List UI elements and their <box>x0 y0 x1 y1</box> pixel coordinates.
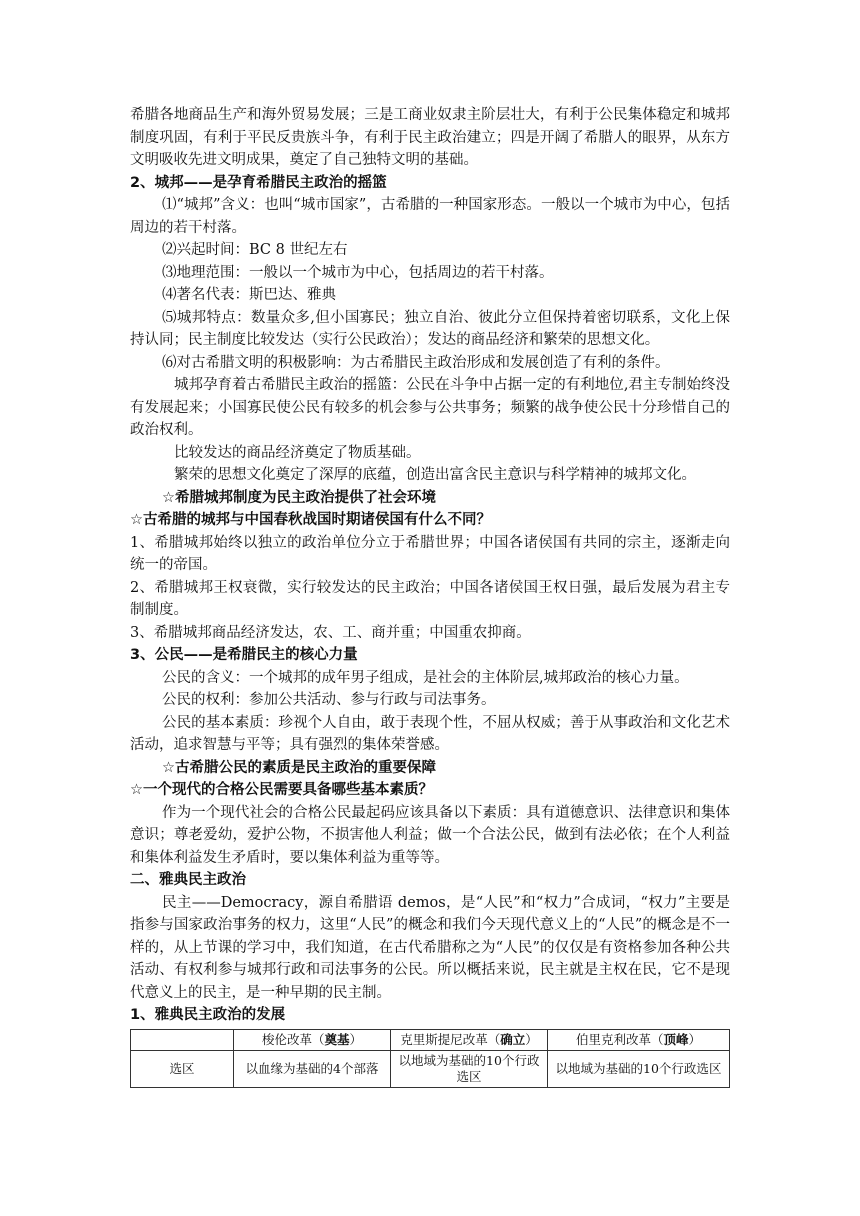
paragraph: 比较发达的商品经济奠定了物质基础。 <box>174 444 421 461</box>
paragraph: 1、希腊城邦始终以独立的政治单位分立于希腊世界；中国各诸侯国有共同的宗主，逐渐走向统一的帝国。 <box>130 534 730 573</box>
table-header-row <box>131 1029 730 1050</box>
section-heading: 1、雅典民主政治的发展 <box>130 1007 286 1023</box>
paragraph: ⑵兴起时间：BC 8 世纪左右 <box>162 242 348 258</box>
highlight-heading: ☆希腊城邦制度为民主政治提供了社会环境 <box>162 489 436 506</box>
paragraph: 繁荣的思想文化奠定了深厚的底蕴，创造出富含民主意识与科学精神的城邦文化。 <box>174 467 696 483</box>
paragraph: 公民的权利：参加公共活动、参与行政与司法事务。 <box>162 692 496 708</box>
table-header-cell: 伯里克利改革（顶峰） <box>548 1029 730 1050</box>
section-heading: 3、公民——是希腊民主的核心力量 <box>130 647 358 663</box>
paragraph: 公民的基本素质：珍视个人自由，敢于表现个性，不屈从权威；善于从事政治和文化艺术活动，追求智慧与平等；具有强烈的集体荣誉感。 <box>130 714 730 753</box>
table-header-cell: 克里斯提尼改革（确立） <box>391 1029 548 1050</box>
paragraph: ⑴“城邦”含义：也叫“城市国家”，古希腊的一种国家形态。一般以一个城市为中心，包括周边的若干村落。 <box>130 197 730 236</box>
paragraph: 3、希腊城邦商品经济发达，农、工、商并重；中国重农抑商。 <box>130 624 531 641</box>
table-row <box>131 1050 730 1087</box>
table-header-cell: 梭伦改革（奠基） <box>234 1029 391 1050</box>
table-cell: 以地域为基础的10个行政选区 <box>548 1050 730 1087</box>
paragraph: ⑷著名代表：斯巴达、雅典 <box>162 287 336 303</box>
table-cell: 以血缘为基础的4个部落 <box>234 1050 391 1087</box>
paragraph: 2、希腊城邦王权衰微，实行较发达的民主政治；中国各诸侯国王权日强，最后发展为君主专制制度。 <box>130 579 730 618</box>
chapter-heading: 二、雅典民主政治 <box>130 872 246 888</box>
paragraph: ⑹对古希腊文明的积极影响：为古希腊民主政治形成和发展创造了有利的条件。 <box>162 354 670 371</box>
paragraph: 公民的含义：一个城邦的成年男子组成，是社会的主体阶层,城邦政治的核心力量。 <box>162 669 689 686</box>
paragraph: 城邦孕育着古希腊民主政治的摇篮：公民在斗争中占据一定的有利地位,君主专制始终没有发展起来；小国寡民使公民有较多的机会参与公共事务；频繁的战争使公民十分珍惜自己的政治权利。 <box>130 377 730 438</box>
highlight-heading: ☆古希腊公民的素质是民主政治的重要保障 <box>162 759 436 776</box>
paragraph: ⑸城邦特点：数量众多,但小国寡民；独立自治、彼此分立但保持着密切联系，文化上保持认同；民主制度比较发达（实行公民政治）；发达的商品经济和繁荣的思想文化。 <box>130 309 730 348</box>
reform-table <box>130 1029 730 1088</box>
paragraph: 作为一个现代社会的合格公民最起码应该具备以下素质：具有道德意识、法律意识和集体意识；尊老爱幼，爱护公物，不损害他人利益；做一个合法公民，做到有法必依；在个人利益和集体利益发生矛盾时，要以集体利益为重等等。 <box>130 804 730 866</box>
section-heading: 2、城邦——是孕育希腊民主政治的摇篮 <box>130 174 387 191</box>
table-header-cell <box>131 1029 234 1050</box>
table-cell: 以地域为基础的10个行政选区 <box>391 1050 548 1087</box>
paragraph: 希腊各地商品生产和海外贸易发展；三是工商业奴隶主阶层壮大，有利于公民集体稳定和城邦制度巩固，有利于平民反贵族斗争，有利于民主政治建立；四是开阔了希腊人的眼界，从东方文明吸收先进文明成果，奠定了自己独特文明的基础。 <box>130 107 730 168</box>
paragraph: 民主——Democracy，源自希腊语 demos，是“人民”和“权力”合成词，“权力”主要是指参与国家政治事务的权力，这里“人民”的概念和我们今天现代意义上的“人民”的概念是不一样的，从上节课的学习中，我们知道，在古代希腊称之为“人民”的仅仅是有资格参加各种公共活动、有权利参与城邦行政和司法事务的公民。所以概括来说，民主就是主权在民，它不是现代意义上的民主，是一种早期的民主制。 <box>130 894 730 1001</box>
document-body <box>130 104 730 1088</box>
paragraph: ⑶地理范围：一般以一个城市为中心，包括周边的若干村落。 <box>162 264 554 281</box>
question-heading: ☆一个现代的合格公民需要具备哪些基本素质？ <box>130 782 433 798</box>
table-cell: 选区 <box>131 1050 234 1087</box>
question-heading: ☆古希腊的城邦与中国春秋战国时期诸侯国有什么不同？ <box>130 512 491 528</box>
